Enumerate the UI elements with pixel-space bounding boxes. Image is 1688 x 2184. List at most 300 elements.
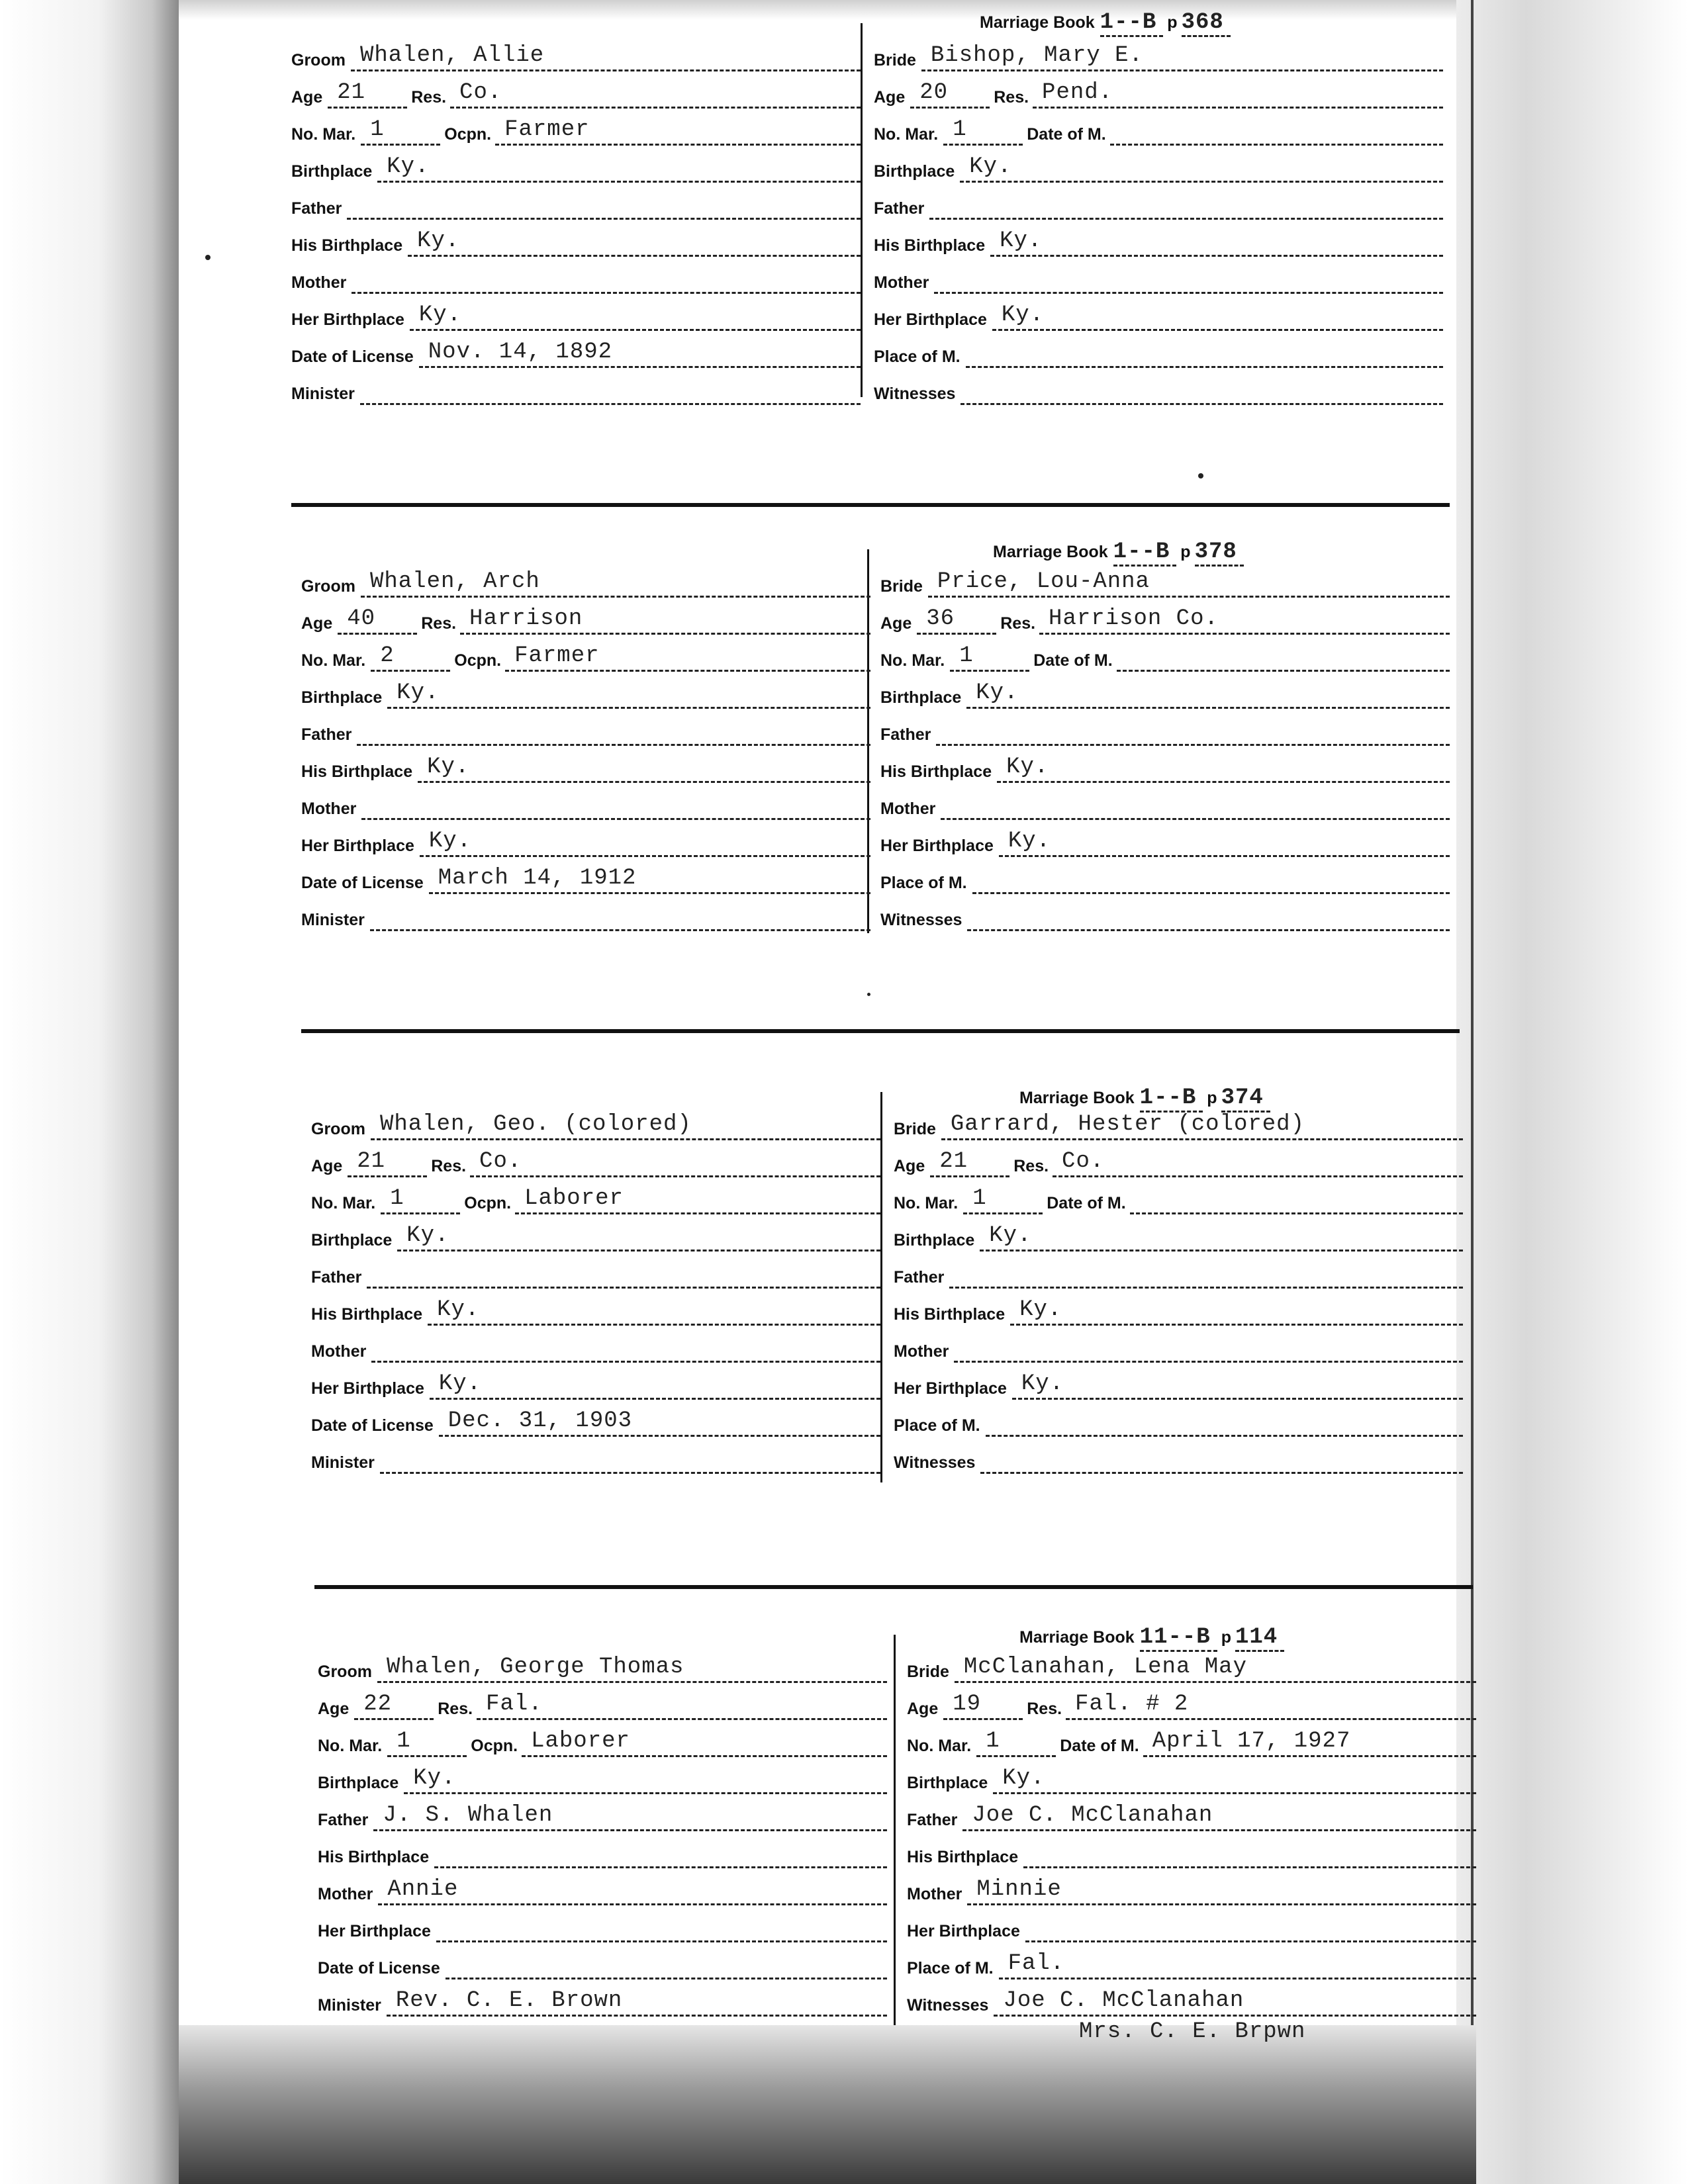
bride-field-label: Father [874,199,925,218]
groom-field [311,1294,880,1326]
page-number: 368 [1182,10,1231,37]
groom-field-label: Birthplace [301,688,383,707]
groom-field-value-segment [354,1694,434,1720]
groom-field-value-2: Laborer [531,1729,630,1754]
bride-field-value: Ky. [1008,829,1051,854]
column-divider [880,1092,882,1482]
bride-field-value-segment [955,1657,1476,1683]
column-divider [861,23,863,397]
groom-field-value: 1 [397,1729,411,1754]
bride-field-value: Ky. [989,1223,1032,1248]
bride-field-value-segment [990,228,1443,257]
bride-field-value-segment [943,117,1023,146]
groom-field-value-2-segment [505,643,870,672]
groom-field-label: Date of License [291,347,414,366]
groom-field-value-segment [387,680,870,709]
bride-field-label-2: Date of M. [1027,125,1106,144]
bride-field-label: Mother [907,1885,962,1903]
bride-field [874,188,1443,220]
groom-field-value-segment [434,1843,887,1868]
groom-field-value-segment [420,831,870,857]
groom-field [311,1405,880,1437]
groom-field-value: Whalen, Geo. (colored) [379,1112,692,1137]
bride-field-value-2-segment [1143,1731,1476,1757]
bride-field-value-segment [967,1877,1476,1905]
bride-field [874,151,1443,183]
bride-field [894,1294,1463,1326]
bride-field-value-2-segment [1033,80,1443,109]
groom-field-value-segment [410,302,861,331]
bride-field-value-segment [910,80,990,109]
column-divider [894,1635,896,2025]
groom-field-label-2: Res. [421,614,457,633]
bride-field-value: Minnie [976,1877,1062,1902]
groom-field [291,336,861,368]
bride-field-value: 20 [919,80,949,105]
bride-field-label: Place of M. [907,1959,994,1978]
groom-field-value-segment [380,1448,880,1474]
groom-field-value-2-segment [450,80,861,109]
bride-field-label: Birthplace [907,1774,988,1792]
bride-field [874,40,1443,71]
marriage-book-value: 1--B [1113,539,1177,567]
bride-field-value-segment [960,154,1443,183]
groom-field-value-2-segment [460,606,870,635]
groom-field-value-segment [351,43,861,71]
groom-field [318,1799,887,1831]
groom-field-label: No. Mar. [311,1194,376,1212]
bride-field-label: Place of M. [894,1416,980,1435]
groom-field-value: 21 [357,1149,386,1174]
groom-field-value: Ky. [406,1223,449,1248]
bride-field-label: Birthplace [880,688,962,707]
bride-field-value: Ky. [1006,754,1049,780]
groom-field [311,1220,880,1251]
bride-field-label: Place of M. [874,347,961,366]
groom-field-value: March 14, 1912 [438,866,637,891]
marriage-book-ref [1019,1625,1284,1650]
bride-field [874,225,1443,257]
bride-field-label: No. Mar. [874,125,939,144]
groom-field-value-segment [361,117,440,146]
bride-field-label: Mother [880,799,936,818]
bride-field-value: 1 [986,1729,1000,1754]
bride-field-value-segment [1010,1297,1463,1326]
bride-field [894,1368,1463,1400]
groom-field [291,114,861,146]
bride-field [874,114,1443,146]
bride-field [907,1651,1476,1683]
groom-field [301,714,870,746]
marriage-book-label: Marriage Book [1019,1628,1135,1647]
scan-bottom-edge [179,2025,1476,2184]
groom-field-label: Mother [301,799,357,818]
groom-field-label: Her Birthplace [291,310,404,329]
groom-field-label: Date of License [311,1416,434,1435]
groom-field [301,825,870,857]
bride-field-label: Father [880,725,931,744]
bride-field [880,603,1450,635]
groom-field-value-2-segment [470,1149,880,1177]
bride-field-value-2-segment [1130,1189,1463,1214]
bride-field-value: Joe C. McClanahan [972,1803,1213,1828]
bride-field-value-segment [967,905,1450,931]
bride-field-value: Ky. [1000,228,1043,253]
groom-field [301,862,870,894]
groom-field-value-segment [429,868,870,894]
bride-field [880,751,1450,783]
bride-field-value-segment [950,643,1029,672]
groom-field-label: Mother [311,1342,367,1361]
groom-field-value-segment [430,1371,880,1400]
groom-field-value: 21 [337,80,366,105]
bride-field [894,1109,1463,1140]
groom-field [311,1368,880,1400]
groom-field [301,751,870,783]
bride-field-label: His Birthplace [880,762,992,781]
groom-field [318,1762,887,1794]
groom-field-label: Minister [318,1996,381,2015]
groom-field [318,1874,887,1905]
bride-field-label: Bride [880,577,923,596]
bride-field-value-segment [994,1988,1476,2017]
groom-field-label: No. Mar. [318,1737,383,1755]
witness-additional: Mrs. C. E. Brpwn [1079,2019,1306,2044]
bride-field-value: Ky. [976,680,1019,705]
groom-field [311,1442,880,1474]
bride-field [907,1688,1476,1720]
groom-field-label: His Birthplace [301,762,413,781]
bride-field-value-segment [997,754,1450,783]
bride-field-value: McClanahan, Lena May [963,1655,1247,1680]
bride-field-value-2: Fal. # 2 [1075,1692,1189,1717]
marriage-book-value: 1--B [1140,1085,1203,1113]
groom-field-value: 22 [363,1692,393,1717]
groom-field-value: Ky. [413,1766,456,1791]
groom-field-value: Nov. 14, 1892 [428,340,613,365]
groom-field-label: Age [301,614,333,633]
groom-field-value-2-segment [522,1731,887,1757]
groom-field [301,788,870,820]
bride-field-label: Her Birthplace [907,1922,1020,1940]
page-label: p [1180,543,1191,561]
bride-field-value: 21 [939,1149,968,1174]
groom-field-label: Her Birthplace [301,837,414,855]
groom-field-value-segment [428,1297,880,1326]
groom-field-value: J. S. Whalen [383,1803,553,1828]
groom-field-value-segment [418,754,870,783]
bride-field [907,1985,1476,2017]
groom-field [301,566,870,598]
bride-field-label: Witnesses [894,1453,976,1472]
groom-field-value: Annie [387,1877,459,1902]
record-separator [314,1585,1473,1589]
bride-field-label: Mother [894,1342,949,1361]
groom-field-value-segment [328,80,407,109]
groom-field-value-2-segment [495,117,861,146]
groom-field-value: Ky. [438,1371,482,1396]
groom-field-value: Whalen, George Thomas [386,1655,684,1680]
bride-field-value-segment [930,1149,1009,1177]
bride-field-value: Garrard, Hester (colored) [950,1112,1305,1137]
groom-field-value-segment [397,1223,880,1251]
bride-field-label: Bride [894,1120,936,1138]
groom-field-label: Birthplace [318,1774,399,1792]
bride-field-label: His Birthplace [874,236,986,255]
groom-field [311,1183,880,1214]
groom-field-value-segment [367,1263,880,1289]
groom-field-label-2: Res. [431,1157,467,1175]
bride-field-value-segment [1023,1843,1476,1868]
marriage-book-value: 11--B [1140,1625,1217,1652]
groom-field-label: Father [311,1268,362,1287]
bride-field-label: Age [874,88,906,107]
groom-field-value: Rev. C. E. Brown [395,1988,623,2013]
bride-field-label-2: Res. [1027,1700,1062,1718]
groom-field-value: Ky. [387,154,430,179]
groom-field [311,1146,880,1177]
bride-field [880,825,1450,857]
groom-field-label: Birthplace [311,1231,393,1250]
bride-field-value-segment [961,379,1443,405]
bride-field-value: 36 [926,606,955,631]
bride-field-label: Witnesses [880,911,962,929]
bride-field [880,677,1450,709]
bride-field-value-segment [917,606,996,635]
bride-field-value-segment [929,194,1443,220]
groom-field-value-segment [436,1917,887,1942]
bride-field-label-2: Res. [994,88,1029,107]
bride-field-value-segment [976,1731,1056,1757]
bride-field-value-segment [992,302,1443,331]
groom-field-value: Ky. [397,680,440,705]
bride-field [907,1948,1476,1979]
bride-field-value-2: Harrison Co. [1049,606,1219,631]
groom-field-label: Minister [301,911,365,929]
groom-field-label: Father [318,1811,369,1829]
scan-speck [205,255,211,260]
groom-field-value-2: Laborer [524,1186,624,1211]
bride-field-value: Joe C. McClanahan [1003,1988,1244,2013]
groom-field-value-segment [404,1768,887,1794]
bride-field-label: Her Birthplace [880,837,994,855]
bride-field-label: Bride [907,1662,949,1681]
groom-field-label: No. Mar. [291,125,356,144]
bride-field [894,1331,1463,1363]
bride-field-label: Birthplace [894,1231,975,1250]
bride-field-value-2-segment [1066,1694,1476,1720]
bride-field-label: No. Mar. [894,1194,959,1212]
bride-field-value: 19 [953,1692,982,1717]
groom-field-label: Groom [318,1662,372,1681]
groom-field-value: Ky. [437,1297,480,1322]
groom-field-value-segment [338,606,417,635]
bride-field-label: Bride [874,51,916,69]
groom-field-value: 1 [370,117,385,142]
groom-field-value-segment [439,1408,880,1437]
groom-field-value-segment [371,1337,880,1363]
bride-field-value-segment [962,1805,1476,1831]
groom-field-label: His Birthplace [291,236,403,255]
groom-field-label-2: Ocpn. [471,1737,518,1755]
marriage-book-label: Marriage Book [1019,1089,1135,1107]
groom-field-value-2: Co. [479,1149,522,1174]
bride-field [907,1799,1476,1831]
groom-field [291,77,861,109]
bride-field-value: 1 [959,643,974,668]
groom-field [318,1651,887,1683]
bride-field [874,262,1443,294]
bride-field-label: Age [880,614,912,633]
bride-field-value: Ky. [969,154,1012,179]
scan-left-edge [0,0,179,2184]
bride-field-label-2: Date of M. [1060,1737,1139,1755]
groom-field-value-segment [377,1657,887,1683]
bride-field [907,1911,1476,1942]
bride-field-value-segment [1012,1371,1463,1400]
bride-field-value-2-segment [1117,646,1450,672]
bride-field [880,899,1450,931]
groom-field-value-segment [381,1186,460,1214]
groom-field-value-segment [387,1988,887,2017]
bride-field-value-segment [1025,1917,1476,1942]
groom-field-label-2: Ocpn. [464,1194,512,1212]
groom-field [291,262,861,294]
groom-field [291,225,861,257]
groom-field-value-2: Farmer [504,117,590,142]
groom-field-value-2: Harrison [469,606,583,631]
bride-field-label: Mother [874,273,929,292]
groom-field [318,1985,887,2017]
groom-field [311,1109,880,1140]
groom-field-label: Age [311,1157,343,1175]
bride-field [880,640,1450,672]
page-label: p [1207,1089,1217,1107]
groom-field-label-2: Ocpn. [444,125,492,144]
groom-field-label: Father [291,199,342,218]
marriage-book-value: 1--B [1100,10,1164,37]
groom-field-value-segment [348,1149,427,1177]
bride-field-value: Ky. [1002,1766,1045,1791]
scan-right-edge [1456,0,1688,2184]
bride-field-label: Her Birthplace [894,1379,1007,1398]
bride-field-value-segment [921,43,1443,71]
groom-field-value: Dec. 31, 1903 [447,1408,633,1433]
bride-field-value-segment [999,831,1450,857]
page-label: p [1167,13,1178,32]
groom-field-label: Groom [301,577,355,596]
bride-field-value-segment [966,680,1450,709]
bride-field [907,1762,1476,1794]
marriage-book-label: Marriage Book [980,13,1095,32]
marriage-book-ref [980,10,1231,35]
bride-field [907,1837,1476,1868]
bride-field-label: Age [907,1700,939,1718]
groom-field-value: 2 [380,643,395,668]
bride-field-value-segment [986,1411,1463,1437]
groom-field-value-segment [352,268,861,294]
groom-field-label: Father [301,725,352,744]
bride-field-value-2: April 17, 1927 [1152,1729,1351,1754]
bride-field-value-segment [963,1186,1043,1214]
groom-field-value-segment [347,194,861,220]
groom-field-value-segment [378,1877,887,1905]
groom-field-label: Mother [318,1885,373,1903]
bride-field-value-segment [949,1263,1463,1289]
bride-field [894,1146,1463,1177]
groom-field-value: Ky. [418,302,462,328]
bride-field-label-2: Date of M. [1033,651,1113,670]
record-separator [301,1029,1460,1033]
groom-field-value-segment [360,379,861,405]
bride-field-value-segment [966,342,1443,368]
groom-field-label-2: Res. [438,1700,473,1718]
groom-field [291,373,861,405]
bride-field-label: Birthplace [874,162,955,181]
bride-field-label: Father [907,1811,958,1829]
groom-field-label: Mother [291,273,347,292]
bride-field [874,373,1443,405]
bride-field-value-2-segment [1039,606,1450,635]
groom-field-label: Age [318,1700,350,1718]
bride-field [894,1183,1463,1214]
bride-field [880,566,1450,598]
bride-field-value-segment [934,268,1443,294]
bride-field-label: His Birthplace [894,1305,1006,1324]
bride-field-value: Fal. [1008,1951,1065,1976]
groom-field [318,1837,887,1868]
bride-field-label-2: Res. [1000,614,1036,633]
bride-field-value-segment [936,720,1450,746]
groom-field-label: His Birthplace [318,1848,430,1866]
bride-field-label: Her Birthplace [874,310,987,329]
bride-field [894,1442,1463,1474]
bride-field [880,714,1450,746]
bride-field-label-2: Res. [1013,1157,1049,1175]
groom-field [318,1725,887,1757]
groom-field-value-2: Farmer [514,643,600,668]
bride-field-value: Ky. [1001,302,1045,328]
groom-field-value: Ky. [428,829,472,854]
bride-field-value: Bishop, Mary E. [930,43,1143,68]
groom-field-value-2: Fal. [486,1692,543,1717]
bride-field-label: No. Mar. [907,1737,972,1755]
groom-field-label: Her Birthplace [318,1922,431,1940]
scan-top-edge [179,0,1476,20]
groom-field-label: Minister [291,385,355,403]
groom-field-value-segment [377,154,861,183]
bride-field-value-segment [954,1337,1463,1363]
marriage-book-ref [1019,1085,1270,1111]
groom-field [291,188,861,220]
groom-field-value-segment [419,342,861,368]
groom-field-value: Whalen, Allie [359,43,545,68]
bride-field-label: Witnesses [874,385,956,403]
bride-field-value-segment [941,1112,1463,1140]
groom-field-value-segment [408,228,861,257]
groom-field-label: Date of License [318,1959,440,1978]
scan-speck [867,993,870,996]
page-number: 114 [1235,1625,1284,1652]
bride-field-value-segment [972,868,1450,894]
groom-field-label: Groom [291,51,346,69]
groom-field-value: Ky. [417,228,460,253]
groom-field-label: Date of License [301,874,424,892]
bride-field [880,788,1450,820]
groom-field [318,1948,887,1979]
groom-field [311,1331,880,1363]
groom-field [301,899,870,931]
